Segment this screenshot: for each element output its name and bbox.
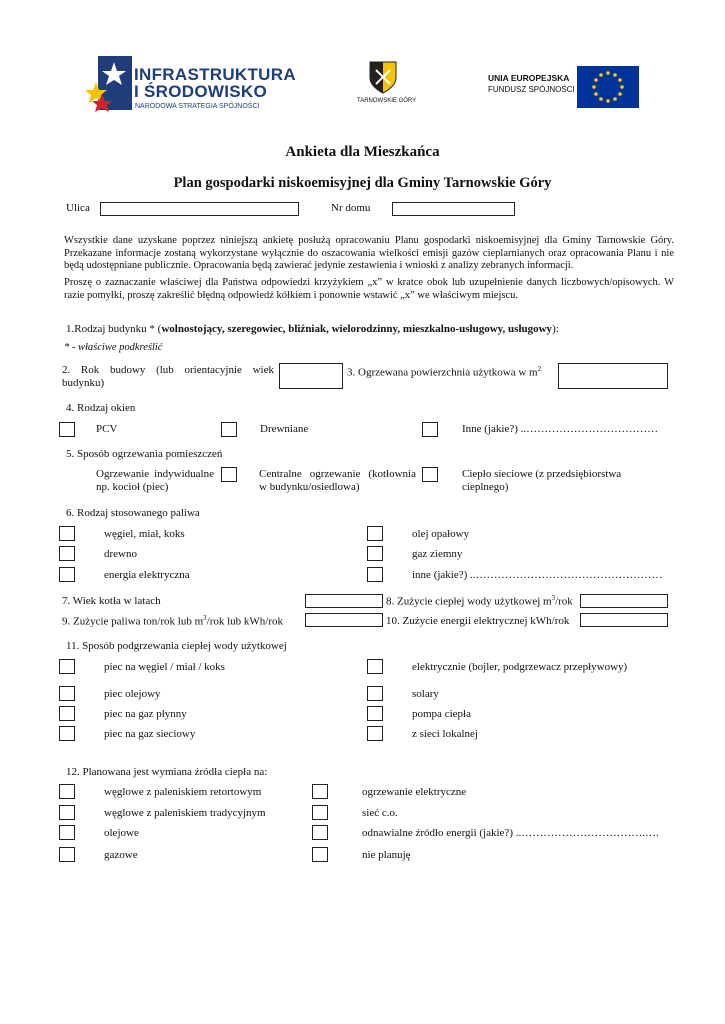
q5-word: Ogrzewanie <box>96 468 150 480</box>
q12-renewable-label: odnawialne źródło energii (jakie?) ..…………………………….…. <box>362 827 659 839</box>
q4-wood-label: Drewniane <box>260 423 309 435</box>
q11-lpg-stove-checkbox[interactable] <box>59 706 75 721</box>
q5-word: (kotłownia <box>368 468 416 480</box>
eu-line-1: UNIA EUROPEJSKA <box>488 73 570 83</box>
q9-label-b: /rok lub kWh/rok <box>206 615 284 628</box>
q2-word: 2. <box>62 364 71 376</box>
q6-oil-label: olej opałowy <box>412 528 470 540</box>
q6-other-checkbox[interactable] <box>367 567 383 582</box>
infrastructure-logo <box>84 54 296 114</box>
q9-fuel-input[interactable] <box>305 613 383 627</box>
q12-electric-label: ogrzewanie elektryczne <box>362 786 467 798</box>
q11-local-network-checkbox[interactable] <box>367 726 383 741</box>
q12-district-heating-label: sieć c.o. <box>362 807 398 819</box>
q4-wood-checkbox[interactable] <box>221 422 237 437</box>
q4-other-label: Inne (jakie?) ..……………………………… <box>462 423 659 435</box>
page-subtitle: Plan gospodarki niskoemisyjnej dla Gminy Tarnowskie Góry <box>173 175 552 191</box>
q11-local-network-label: z sieci lokalnej <box>412 728 478 740</box>
logo-line-2: I ŚRODOWISKO <box>134 82 267 101</box>
q6-gas-label: gaz ziemny <box>412 548 463 560</box>
q11-solar-checkbox[interactable] <box>367 686 383 701</box>
q11-solar-label: solary <box>412 688 439 700</box>
eu-line-2: FUNDUSZ SPÓJNOŚCI <box>488 85 575 94</box>
q12-renewable-checkbox[interactable] <box>312 825 328 840</box>
q5-individual-label-line-2: np. kocioł (piec) <box>96 481 169 493</box>
q11-heat-pump-label: pompa ciepła <box>412 708 471 720</box>
q5-central-label-line-1 <box>259 468 416 480</box>
q11-label: 11. Sposób podgrzewania ciepłej wody użytkowej <box>66 640 287 652</box>
q1-building-type <box>66 323 559 336</box>
q11-oil-stove-checkbox[interactable] <box>59 686 75 701</box>
q10-electricity-input[interactable] <box>580 613 668 627</box>
intro-paragraph-1: Wszystkie dane uzyskane poprzez niniejszą ankietę posłużą opracowaniu Planu gospodarki niskoemisyjnej dla Gminy Tarnowskie Góry. Przekazane informacje zostaną wykorzystane wyłącznie do oszacowania wielkości emisji gazów cieplarnianych oraz opracowania Planu i nie będą udostępniane publicznie. Opracowania będą zawierać jedynie zestawienia i wnioski z analizy zebranych informacji. <box>64 235 674 272</box>
q4-other-checkbox[interactable] <box>422 422 438 437</box>
q12-no-plan-label: nie planuję <box>362 849 411 861</box>
q12-oil-label: olejowe <box>104 827 139 839</box>
q6-other-label: inne (jakie?) ..…………………………………………… <box>412 569 663 581</box>
q11-coal-stove-checkbox[interactable] <box>59 659 75 674</box>
q9-label-sup: 3 <box>203 614 207 622</box>
house-number-input[interactable] <box>392 202 515 216</box>
q5-central-checkbox[interactable] <box>422 467 438 482</box>
q8-label-b: /rok <box>555 595 573 608</box>
q2-word: (lub <box>156 364 174 376</box>
q6-coal-label: węgiel, miał, koks <box>104 528 185 540</box>
q1-prefix: 1.Rodzaj budynku * ( <box>66 323 162 335</box>
q6-wood-checkbox[interactable] <box>59 546 75 561</box>
q12-oil-checkbox[interactable] <box>59 825 75 840</box>
q2-word: budowy <box>109 364 146 376</box>
q5-individual-label-line-1 <box>96 468 214 480</box>
q6-wood-label: drewno <box>104 548 137 560</box>
logo-line-3: NARODOWA STRATEGIA SPÓJNOŚCI <box>135 103 260 110</box>
q5-label: 5. Sposób ogrzewania pomieszczeń <box>66 448 223 460</box>
q12-district-heating-checkbox[interactable] <box>312 805 328 820</box>
q9-label <box>62 614 283 629</box>
q12-no-plan-checkbox[interactable] <box>312 847 328 862</box>
q2-year-input[interactable] <box>279 363 343 389</box>
q12-label: 12. Planowana jest wymiana źródła ciepła na: <box>66 766 268 778</box>
q6-electric-checkbox[interactable] <box>59 567 75 582</box>
q11-electric-label: elektrycznie (bojler, podgrzewacz przepływowy) <box>412 661 628 673</box>
coat-of-arms-icon <box>368 60 398 94</box>
q5-word: indywidualne <box>154 468 214 480</box>
q11-heat-pump-checkbox[interactable] <box>367 706 383 721</box>
q11-coal-stove-label: piec na węgiel / miał / koks <box>104 661 225 673</box>
q3-label <box>347 365 541 380</box>
eu-block <box>488 66 640 108</box>
q4-label: 4. Rodzaj okien <box>66 402 136 414</box>
q5-word: Centralne <box>259 468 302 480</box>
q3-area-input[interactable] <box>558 363 668 389</box>
star-mark-icon <box>84 54 136 112</box>
q8-label-a: 8. Zużycie ciepłej wody użytkowej m <box>386 595 552 608</box>
q12-traditional-coal-checkbox[interactable] <box>59 805 75 820</box>
municipality-crest <box>355 60 415 110</box>
q5-individual-checkbox[interactable] <box>221 467 237 482</box>
q5-word: ogrzewanie <box>309 468 361 480</box>
q12-gas-checkbox[interactable] <box>59 847 75 862</box>
q11-gas-stove-label: piec na gaz sieciowy <box>104 728 196 740</box>
q2-word: wiek <box>252 364 274 376</box>
q5-district-label-line-2: cieplnego) <box>462 481 509 493</box>
q9-label-a: 9. Zużycie paliwa ton/rok lub m <box>62 615 204 628</box>
q1-note: * - właściwe podkreślić <box>64 342 163 353</box>
house-number-label: Nr domu <box>331 202 371 214</box>
q2-label-line-2: budynku) <box>62 377 105 389</box>
q7-boiler-age-input[interactable] <box>305 594 383 608</box>
eu-flag-icon <box>577 66 639 108</box>
q6-label: 6. Rodzaj stosowanego paliwa <box>66 507 200 519</box>
q2-word: orientacyjnie <box>184 364 242 376</box>
q11-electric-checkbox[interactable] <box>367 659 383 674</box>
page-title: Ankieta dla Mieszkańca <box>285 144 440 160</box>
q1-options: wolnostojący, szeregowiec, bliźniak, wielorodzinny, mieszkalno-usługowy, usługowy <box>161 323 553 335</box>
municipality-caption: TARNOWSKIE GÓRY <box>357 98 417 104</box>
q3-label-text: 3. Ogrzewana powierzchnia użytkowa w m <box>347 366 538 379</box>
q10-label: 10. Zużycie energii elektrycznej kWh/rok <box>386 615 570 627</box>
q11-lpg-stove-label: piec na gaz płynny <box>104 708 187 720</box>
intro-paragraph-2: Proszę o zaznaczanie właściwej dla Państwa odpowiedzi krzyżykiem „x” w kratce obok lub uzupełnienie danych liczbowych/opisowych. W razie pomyłki, proszę zakreślić błędną odpowiedź kółkiem i ponownie wstawić „x” we właściwym miejscu. <box>64 277 674 301</box>
q3-label-sup: 2 <box>537 365 542 373</box>
logo-line-1: INFRASTRUKTURA <box>134 65 296 84</box>
q2-word: Rok <box>80 364 100 376</box>
q4-pcv-checkbox[interactable] <box>59 422 75 437</box>
q12-traditional-coal-label: węglowe z paleniskiem tradycyjnym <box>104 807 266 819</box>
q11-oil-stove-label: piec olejowy <box>104 688 161 700</box>
q11-gas-stove-checkbox[interactable] <box>59 726 75 741</box>
q6-oil-checkbox[interactable] <box>367 526 383 541</box>
q12-retort-coal-checkbox[interactable] <box>59 784 75 799</box>
q4-pcv-label: PCV <box>96 423 118 435</box>
street-label: Ulica <box>66 202 90 214</box>
q8-label <box>386 594 573 609</box>
q8-hot-water-input[interactable] <box>580 594 668 608</box>
q6-coal-checkbox[interactable] <box>59 526 75 541</box>
q8-label-sup: 3 <box>551 594 556 602</box>
q1-suffix: ): <box>552 323 559 335</box>
q2-label-line-1 <box>62 364 274 376</box>
q5-central-label-line-2: w budynku/osiedlowa) <box>259 481 360 493</box>
q5-district-label-line-1: Ciepło sieciowe (z przedsiębiorstwa <box>462 468 622 480</box>
q12-retort-coal-label: węglowe z paleniskiem retortowym <box>104 786 262 798</box>
q12-gas-label: gazowe <box>104 849 138 861</box>
street-input[interactable] <box>100 202 299 216</box>
q7-label: 7. Wiek kotła w latach <box>62 595 161 607</box>
q6-gas-checkbox[interactable] <box>367 546 383 561</box>
q12-electric-checkbox[interactable] <box>312 784 328 799</box>
q6-electric-label: energia elektryczna <box>104 569 190 581</box>
